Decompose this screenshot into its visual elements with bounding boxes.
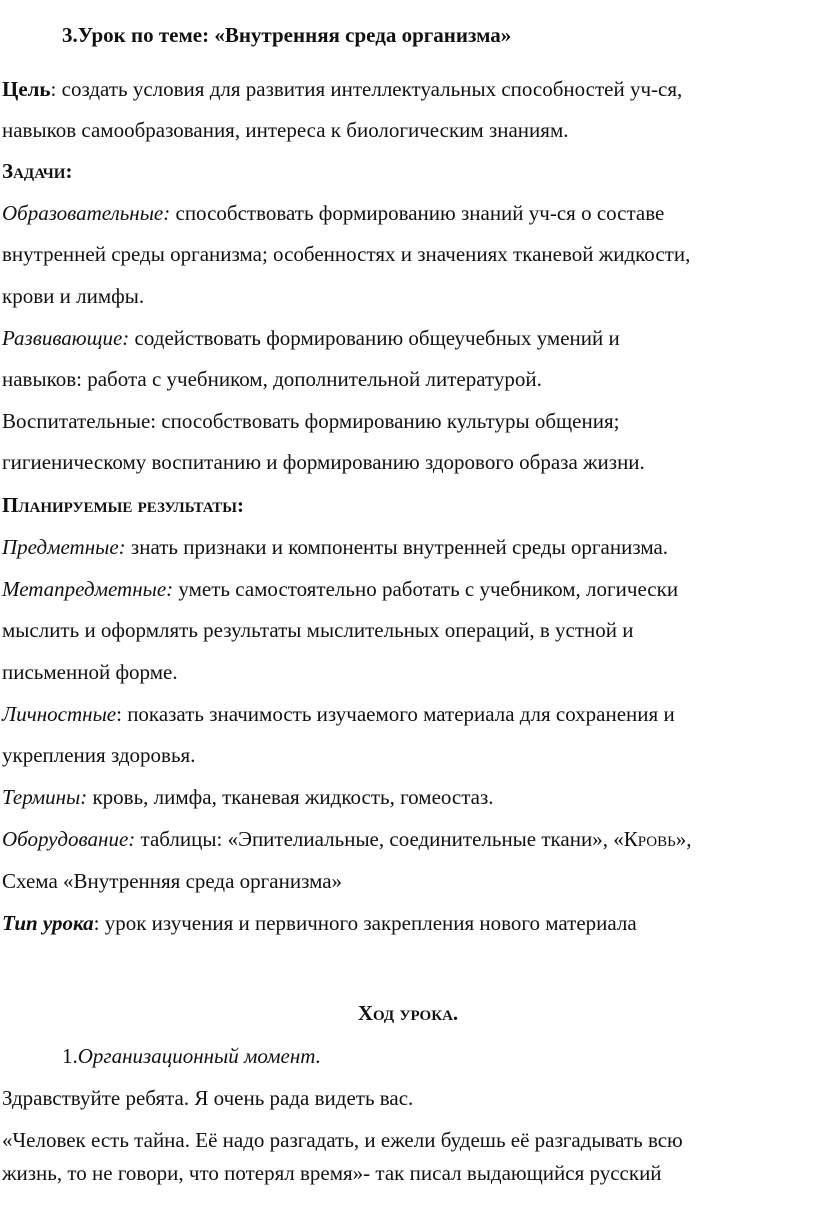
equipment-text-after: »,	[675, 827, 692, 851]
course-heading: Ход урока.	[357, 1001, 459, 1025]
terms-label: Термины:	[2, 785, 88, 809]
personal-line-1	[2, 701, 675, 727]
educational-text: способствовать формированию знаний уч-ся о составе	[170, 201, 665, 225]
metasubject-line-2: мыслить и оформлять результаты мыслительных операций, в устной и	[2, 618, 634, 642]
educational-line-2: внутренней среды организма; особенностях и значениях тканевой жидкости,	[2, 242, 691, 266]
quote-line-1: «Человек есть тайна. Её надо разгадать, и ежели будешь её разгадывать всю	[2, 1128, 683, 1152]
terms-line	[2, 784, 494, 810]
step-1-label: Организационный момент.	[77, 1044, 321, 1068]
goal-text: : создать условия для развития интеллектуальных способностей уч-ся,	[50, 77, 683, 101]
equipment-line-2: Схема «Внутренняя среда организма»	[2, 869, 343, 893]
educational-line-1	[2, 200, 664, 226]
step-1-number: 1.	[62, 1044, 78, 1068]
lesson-type-label: Тип урока	[2, 911, 94, 935]
equipment-text: таблицы: «Эпителиальные, соединительные ткани», «	[135, 827, 624, 851]
personal-text: : показать значимость изучаемого материала для сохранения и	[116, 702, 675, 726]
metasubject-line-1	[2, 576, 678, 602]
results-heading: Планируемые результаты:	[2, 493, 245, 517]
metasubject-line-3: письменной форме.	[2, 660, 178, 684]
upbringing-line-2: гигиеническому воспитанию и формированию здорового образа жизни.	[2, 450, 645, 474]
equipment-blood: Кровь	[623, 827, 676, 851]
lesson-title: 3.Урок по теме: «Внутренняя среда организма»	[62, 23, 512, 47]
equipment-label: Оборудование:	[2, 827, 136, 851]
developing-label: Развивающие:	[2, 326, 130, 350]
developing-line-2: навыков: работа с учебником, дополнительной литературой.	[2, 367, 542, 391]
personal-line-2: укрепления здоровья.	[2, 743, 196, 767]
tasks-heading: Задачи:	[2, 159, 73, 183]
terms-text: кровь, лимфа, тканевая жидкость, гомеостаз.	[87, 785, 494, 809]
goal-line-1	[2, 76, 682, 102]
upbringing-line-1: Воспитательные: способствовать формированию культуры общения;	[2, 409, 620, 433]
greeting-line: Здравствуйте ребята. Я очень рада видеть вас.	[2, 1086, 414, 1110]
developing-line-1	[2, 325, 620, 351]
subject-line-1	[2, 534, 668, 560]
developing-text: содействовать формированию общеучебных умений и	[129, 326, 620, 350]
quote-line-2: жизнь, то не говори, что потерял время»- так писал выдающийся русский	[2, 1161, 662, 1185]
step-1-line	[62, 1043, 321, 1069]
educational-label: Образовательные:	[2, 201, 171, 225]
educational-line-3: крови и лимфы.	[2, 284, 145, 308]
metasubject-text: уметь самостоятельно работать с учебником, логически	[173, 577, 679, 601]
equipment-line-1	[2, 826, 691, 852]
subject-label: Предметные:	[2, 535, 126, 559]
personal-label: Личностные	[2, 702, 117, 726]
goal-line-2: навыков самообразования, интереса к биологическим знаниям.	[2, 118, 569, 142]
metasubject-label: Метапредметные:	[2, 577, 174, 601]
lesson-type-text: : урок изучения и первичного закрепления нового материала	[93, 911, 637, 935]
subject-text: знать признаки и компоненты внутренней среды организма.	[125, 535, 669, 559]
lesson-type-line	[2, 910, 637, 936]
goal-label: Цель	[2, 77, 51, 101]
